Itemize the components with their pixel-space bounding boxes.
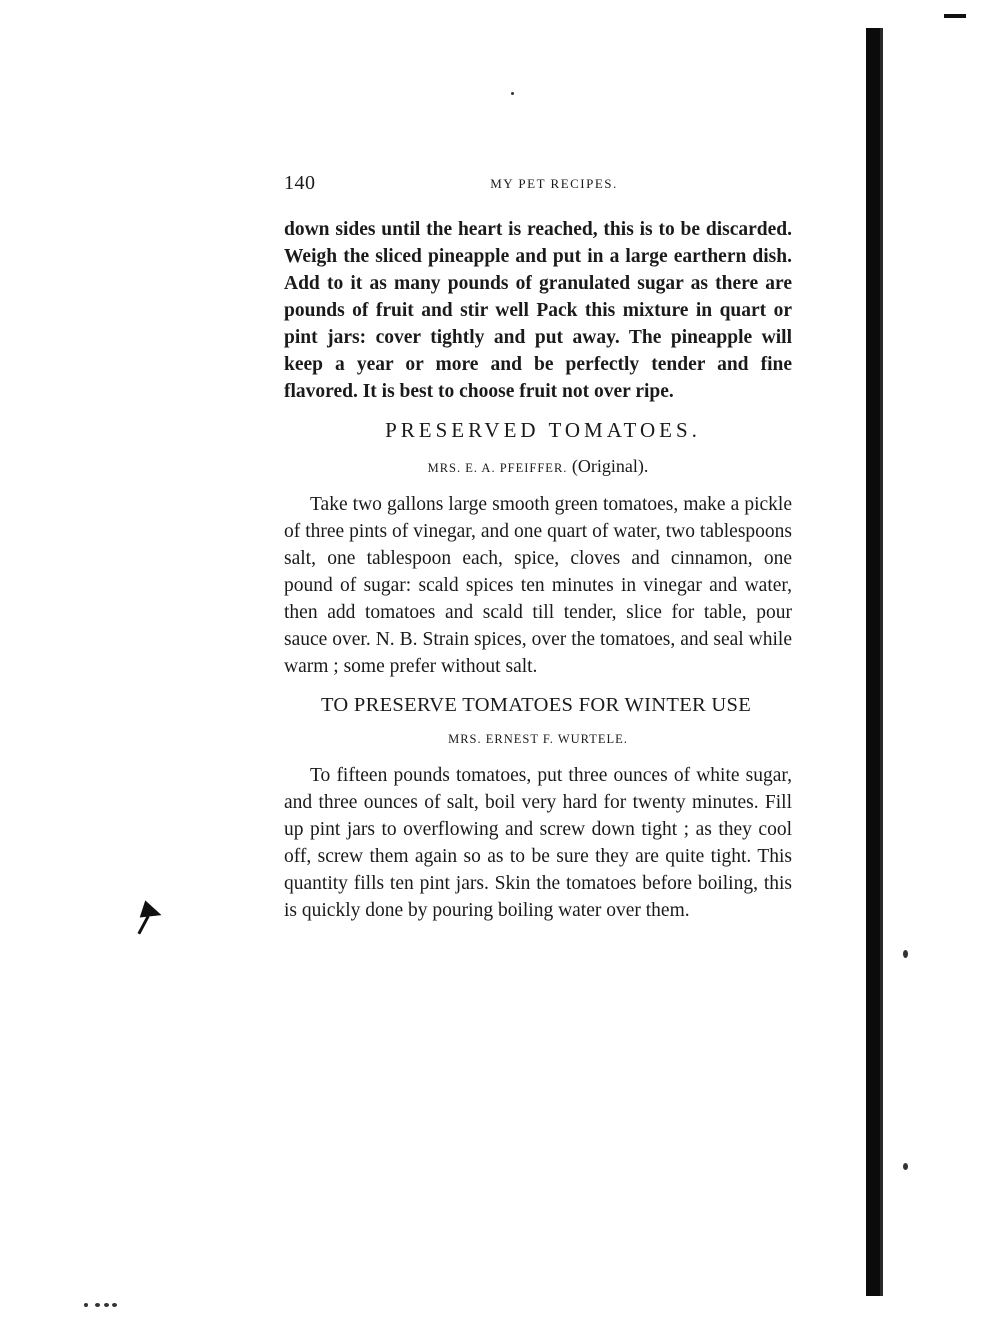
page-binding-shadow: [866, 28, 880, 1296]
recipe-attribution: [284, 451, 792, 483]
scan-corner-mark: [944, 14, 966, 18]
running-head: MY PET RECIPES.: [490, 176, 618, 191]
page-binding-edge: [880, 28, 883, 1296]
continuation-paragraph: down sides until the heart is reached, this is to be discarded. Weigh the sliced pineapple and put in a large earthern dish. Add to it as many pounds of granulated sugar as there are pounds of fruit and stir well Pack this mixture in quart or pint jars: cover tightly and put away. The pineapple will keep a year or more and be perfectly tender and fine flavored. It is best to choose fruit not over ripe.: [284, 219, 792, 402]
page-header: [284, 172, 794, 200]
page-number: 140: [284, 172, 316, 194]
scan-speck: [104, 1303, 109, 1307]
scan-speck: [95, 1303, 100, 1307]
scan-speck: [511, 92, 514, 95]
recipe-note: (Original).: [571, 456, 649, 476]
recipe-body-preserved-tomatoes: Take two gallons large smooth green tomatoes, make a pickle of three pints of vinegar, and one quart of water, two tablespoons salt, one tablespoon each, spice, cloves and cinnamon, one pound of sugar: scald spices ten minutes in vinegar and water, then add tomatoes and scald till tender, slice for table, pour sauce over. N. B. Strain spices, over the tomatoes, and seal while warm ; some prefer without salt.: [284, 494, 792, 677]
scan-speck: [112, 1303, 117, 1307]
recipe-body-winter-tomatoes: To fifteen pounds tomatoes, put three ounces of white sugar, and three ounces of salt, boil very hard for twenty minutes. Fill up pint jars to overflowing and screw down tight ; as they cool off, screw them again so as to be sure they are quite tight. This quantity fills ten pint jars. Skin the tomatoes before boiling, this is quickly done by pouring boiling water over them.: [284, 765, 792, 921]
recipe-title-winter-tomatoes: TO PRESERVE TOMATOES FOR WINTER USE: [320, 694, 752, 716]
scan-speck: [903, 950, 908, 958]
recipe-title-preserved-tomatoes: PRESERVED TOMATOES.: [385, 418, 701, 442]
scan-speck: [903, 1163, 908, 1170]
recipe-author-winter: MRS. ERNEST F. WURTELE.: [448, 732, 628, 746]
recipe-author: MRS. E. A. PFEIFFER.: [427, 461, 568, 475]
scan-speck: [84, 1303, 88, 1307]
text-column: [284, 216, 792, 924]
